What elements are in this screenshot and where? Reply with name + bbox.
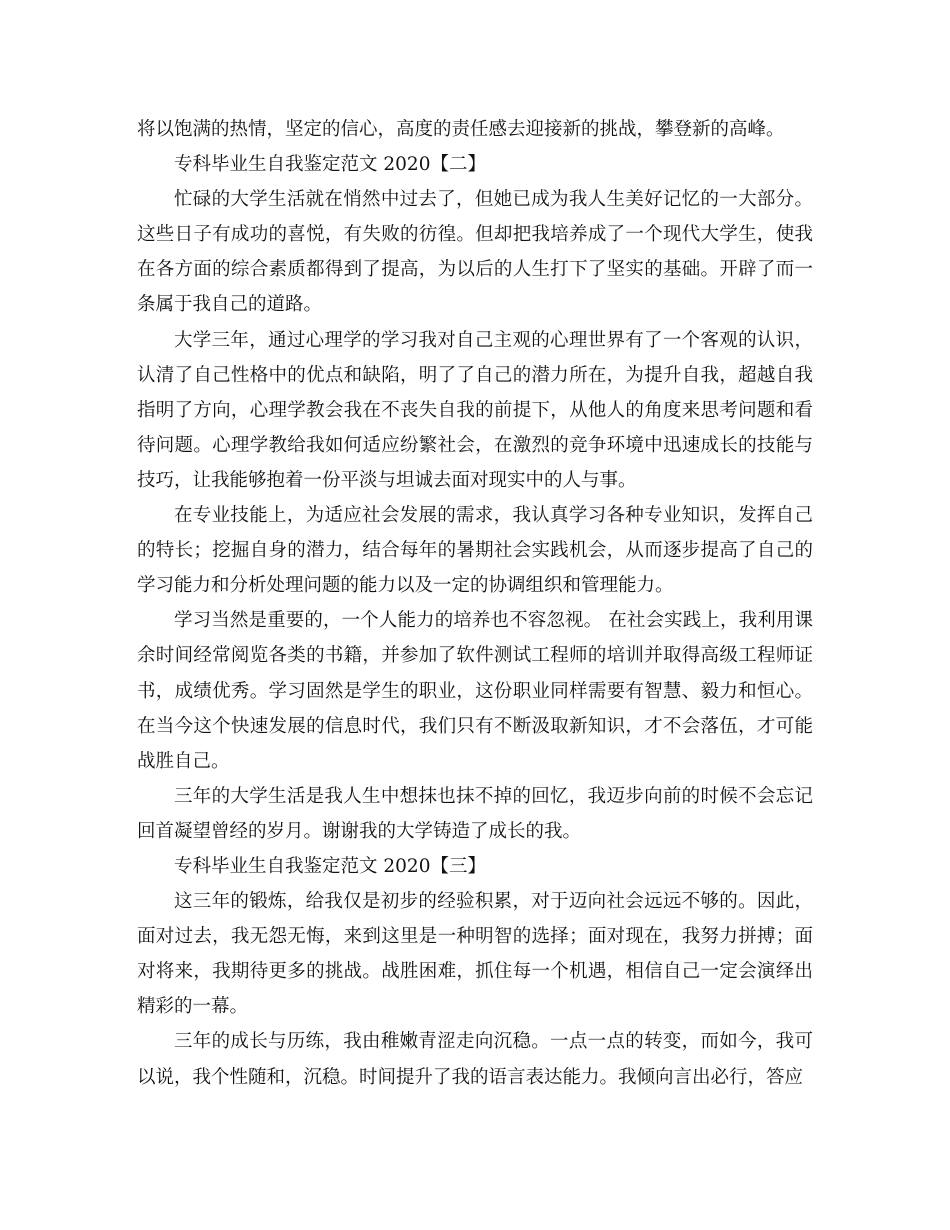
- document-body: [137, 112, 813, 1095]
- section-heading: 专科毕业生自我鉴定范文 2020【三】: [174, 855, 486, 877]
- paragraph: 大学三年，通过心理学的学习我对自己主观的心理世界有了一个客观的认识，认清了自己性格中的优点和缺陷，明了了自己的潜力所在，为提升自我，超越自我指明了方向，心理学教会我在不丧失自我的前提下，从他人的角度来思考问题和看待问题。心理学教给我如何适应纷繁社会，在激烈的竞争环境中迅速成长的技能与技巧，让我能够抱着一份平淡与坦诚去面对现实中的人与事。: [137, 329, 813, 491]
- paragraph: 学习当然是重要的，一个人能力的培养也不容忽视。 在社会实践上，我利用课余时间经常阅览各类的书籍，并参加了软件测试工程师的培训并取得高级工程师证书，成绩优秀。学习固然是学生的职业，这份职业同样需要有智慧、毅力和恒心。在当今这个快速发展的信息时代，我们只有不断汲取新知识，才不会落伍，才可能战胜自己。: [137, 610, 813, 772]
- paragraph-continuation: 将以饱满的热情，坚定的信心，高度的责任感去迎接新的挑战，攀登新的高峰。: [137, 119, 785, 140]
- paragraph: 在专业技能上，为适应社会发展的需求，我认真学习各种专业知识，发挥自己的特长；挖掘自身的潜力，结合每年的暑期社会实践机会，从而逐步提高了自己的学习能力和分析处理问题的能力以及一定的协调组织和管理能力。: [137, 505, 813, 597]
- paragraph: 三年的大学生活是我人生中想抹也抹不掉的回忆，我迈步向前的时候不会忘记回首凝望曾经的岁月。谢谢我的大学铸造了成长的我。: [137, 785, 813, 842]
- paragraph: 忙碌的大学生活就在悄然中过去了，但她已成为我人生美好记忆的一大部分。这些日子有成功的喜悦，有失败的彷徨。但却把我培养成了一个现代大学生，使我在各方面的综合素质都得到了提高，为以后的人生打下了坚实的基础。开辟了而一条属于我自己的道路。: [137, 189, 813, 316]
- paragraph: 这三年的锻炼，给我仅是初步的经验积累，对于迈向社会远远不够的。因此，面对过去，我无怨无悔，来到这里是一种明智的选择；面对现在，我努力拼搏；面对将来，我期待更多的挑战。战胜困难，抓住每一个机遇，相信自己一定会演绎出精彩的一幕。: [137, 891, 813, 1018]
- paragraph: 三年的成长与历练，我由稚嫩青涩走向沉稳。一点一点的转变，而如今，我可以说，我个性随和，沉稳。时间提升了我的语言表达能力。我倾向言出必行，答应: [137, 1031, 813, 1088]
- section-heading: 专科毕业生自我鉴定范文 2020【二】: [174, 154, 486, 176]
